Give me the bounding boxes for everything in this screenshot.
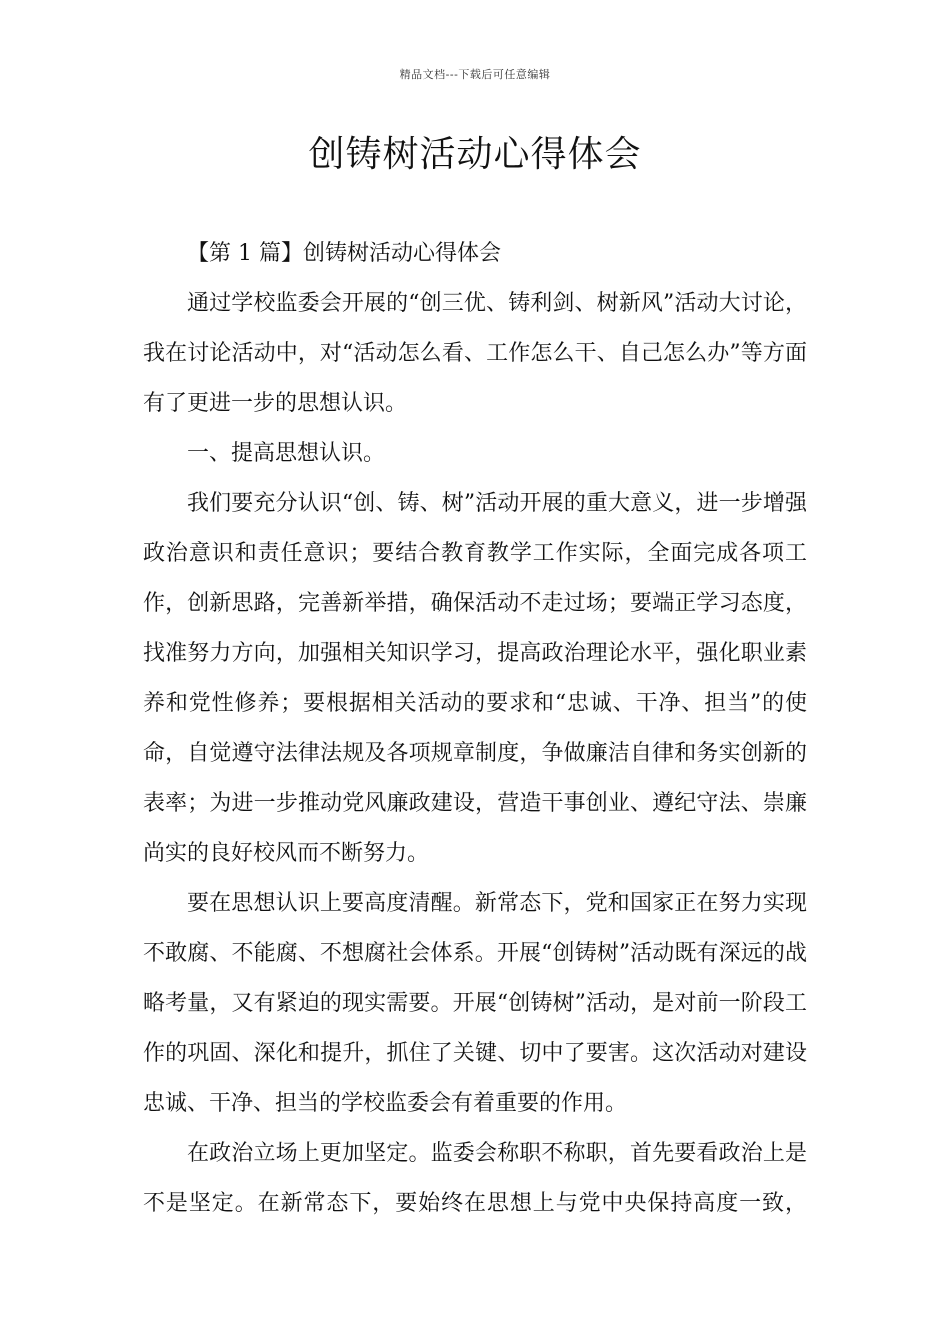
- paragraph-political-stance: 在政治立场上更加坚定。监委会称职不称职，首先要看政治上是不是坚定。在新常态下，要始终在思想上与党中央保持高度一致，: [143, 1141, 807, 1216]
- header-note: 精品文档---下载后可任意编辑: [399, 68, 551, 81]
- article-heading: 【第 1 篇】创铸树活动心得体会: [187, 241, 501, 266]
- paragraph-awareness: 要在思想认识上要高度清醒。新常态下，党和国家正在努力实现不敢腐、不能腐、不想腐社会体系。开展“创铸树”活动既有深远的战略考量，又有紧迫的现实需要。开展“创铸树”活动，是对前一阶段工作的巩固、深化和提升，抓住了关键、切中了要害。这次活动对建设忠诚、干净、担当的学校监委会有着重要的作用。: [143, 891, 807, 1116]
- section-heading: 一、提高思想认识。: [187, 441, 386, 466]
- document-title: 创铸树活动心得体会: [308, 134, 642, 175]
- document-body: [143, 229, 807, 1229]
- paragraph-intro: 通过学校监委会开展的“创三优、铸利剑、树新风”活动大讨论，我在讨论活动中，对“活动怎么看、工作怎么干、自己怎么办”等方面有了更进一步的思想认识。: [143, 291, 807, 416]
- paragraph-understanding: 我们要充分认识“创、铸、树”活动开展的重大意义，进一步增强政治意识和责任意识；要结合教育教学工作实际，全面完成各项工作，创新思路，完善新举措，确保活动不走过场；要端正学习态度，找准努力方向，加强相关知识学习，提高政治理论水平，强化职业素养和党性修养；要根据相关活动的要求和“忠诚、干净、担当”的使命，自觉遵守法律法规及各项规章制度，争做廉洁自律和务实创新的表率；为进一步推动党风廉政建设，营造干事创业、遵纪守法、崇廉尚实的良好校风而不断努力。: [143, 491, 807, 866]
